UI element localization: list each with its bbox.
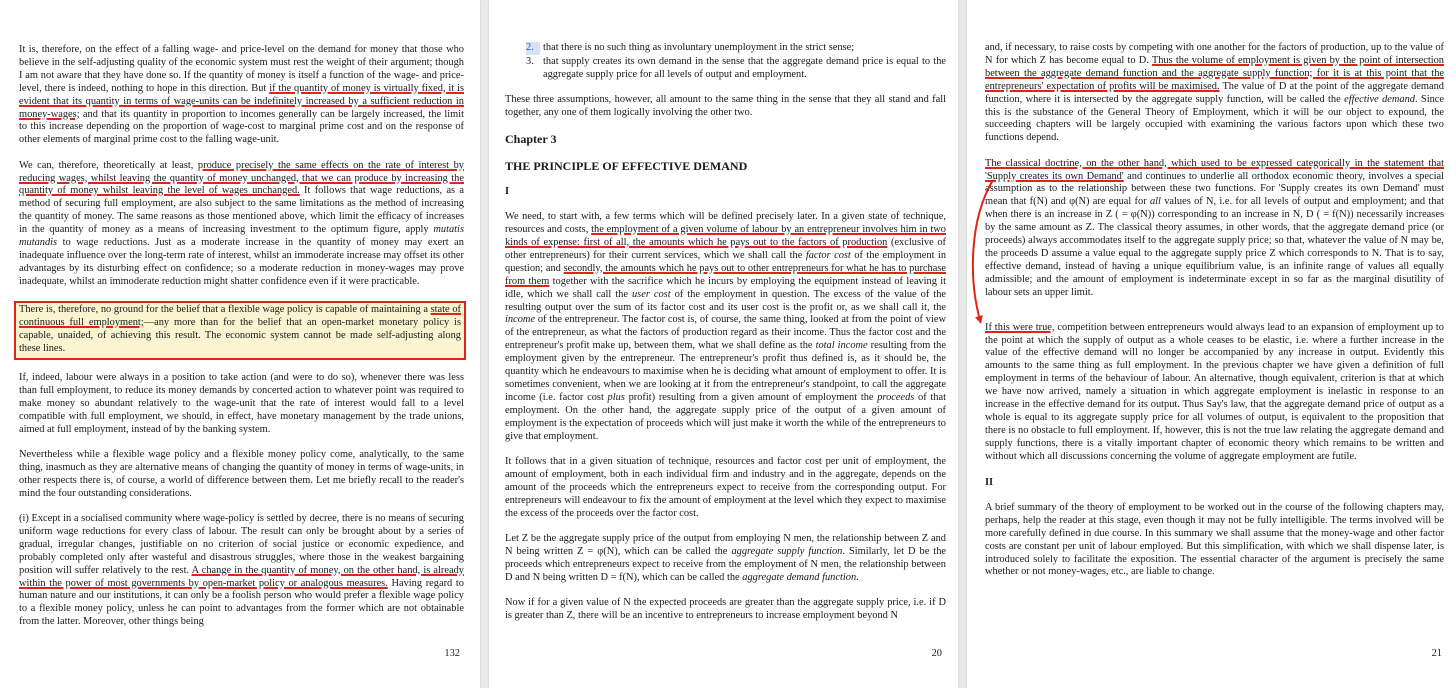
paragraph: If this were true, competition between entrepreneurs would always lead to an expansion of employment up to the point at which the supply of output as a whole ceases to be elastic, i.e. where a further increase in the value of the effective demand will no longer be accompanied by any increase in output. Evidently this amounts to the same thing as full employment. In the previous chapter we have given a definition of full employment in terms of the behaviour of labour. An alternative, though equivalent, criterion is that at which we have now arrived, namely a situation in which aggregate employment is inelastic in response to an increase in the effective demand for its output. Thus Say's law, that the aggregate demand price of output as a whole is equal to its aggregate supply price for all volumes of output, is equivalent to the proposition that there is no obstacle to full employment. If, however, this is not the true law relating the aggregate demand and supply functions, there is a vitally important chapter of economic theory which remains to be written and without which all discussions concerning the volume of aggregate employment are futile. <box>985 321 1444 462</box>
book-page-132 <box>0 0 480 688</box>
page-number: 20 <box>931 648 942 659</box>
book-page-20 <box>489 0 958 688</box>
page-number: 21 <box>1431 648 1442 659</box>
paragraph: A brief summary of the theory of employment to be worked out in the course of the following chapters may, perhaps, help the reader at this stage, even though it may not be fully intelligible. The terms involved will be more carefully defined in due course. In this summary we shall assume that the money-wage and other factor costs are constant per unit of labour employed. But this simplification, with which we shall dispense later, is introduced solely to facilitate the exposition. The essential character of the argument is precisely the same whether or not money-wages, etc., are liable to change. <box>985 501 1444 578</box>
underlined-passage: A change in the quantity of money, on the other hand, is already within the power of most governments by open-market policy or analogous measures. <box>19 564 464 589</box>
chapter-title: THE PRINCIPLE OF EFFECTIVE DEMAND <box>505 158 748 173</box>
underlined-passage: Thus the volume of employment is given by the point of intersection between the aggregate demand function and the aggregate supply function; for it is at this point that the entrepreneurs' expectation of profits will be maximised. <box>985 54 1444 92</box>
assumption-list <box>505 42 946 82</box>
underlined-passage: state of continuous full employment; <box>19 304 461 328</box>
list-item: 2. that there is no such thing as involuntary unemployment in the strict sense; <box>526 42 855 53</box>
paragraph: If, indeed, labour were always in a position to take action (and were to do so), whenever there was less than full employment, to reduce its money demands by concerted action to whatever point was required to make money so abundant relatively to the wage-unit that the rate of interest would fall to a level compatible with full employment, we should, in effect, have monetary management by the trade unions, aimed at full employment, instead of by the banking system. <box>19 372 464 435</box>
highlighted-paragraph: There is, therefore, no ground for the belief that a flexible wage policy is capable of maintaining a state of continuous full employment;—any more than for the belief that an open-market monetary policy is capable, unaided, of achieving this result. The economic system cannot be made self-adjusting along these lines. <box>14 301 466 360</box>
paragraph: We can, therefore, theoretically at least, produce precisely the same effects on the rate of interest by reducing wages, whilst leaving the quantity of money unchanged, that we can produce by increasing the quantity of money whilst leaving the level of wages unchanged. It follows that wage reductions, as a method of securing full employment, are also subject to the same limitations as the method of increasing the quantity of money. The same reasons as those mentioned above, which limit the efficacy of increases in the quantity of money as a means of increasing investment to the optimum figure, apply mutatis mutandis to wage reductions. Just as a moderate increase in the quantity of money may exert an inadequate influence over the long-term rate of interest, whilst an immoderate increase may offset its other advantages by its disturbing effect on confidence; so a moderate reduction in money-wages may prove inadequate, whilst an immoderate reduction might shatter confidence even if it were practicable. <box>19 159 465 287</box>
underlined-passage: If this were true, <box>985 321 1055 333</box>
underlined-passage: if the quantity of money is virtually fixed, it is evident that its quantity in terms of wage-units can be indefinitely increased by a sufficient reduction in money-wages; <box>19 82 464 120</box>
list-item: 3. that supply creates its own demand in the sense that the aggregate demand price is equal to the aggregate supply price for all levels of output and employment. <box>526 55 946 80</box>
paragraph: It is, therefore, on the effect of a falling wage- and price-level on the demand for money that those who believe in the self-adjusting quality of the economic system must rest the weight of their argument; though I am not aware that they have done so. If the quantity of money is itself a function of the wage- and price-level, there is indeed, nothing to hope in this direction. But if the quantity of money is virtually fixed, it is evident that its quantity in terms of wage-units can be indefinitely increased by a sufficient reduction in money-wages; and that its quantity in proportion to incomes generally can be largely increased, the limit to this increase depending on the proportion of wage-cost to marginal prime cost and on the response of other elements of marginal prime cost to the falling wage-unit. <box>19 44 464 146</box>
paragraph: It follows that in a given situation of technique, resources and factor cost per unit of employment, the amount of employment, both in each individual firm and industry and in the aggregate, depends on the amount of the proceeds which the entrepreneurs expect to receive from the corresponding output. For entrepreneurs will endeavour to fix the amount of employment at the level which they expect to maximise the excess of the proceeds over the factor cost. <box>505 455 946 519</box>
underlined-passage: The classical doctrine, on the other hand, which used to be expressed categorically in the statement that 'Supply creates its own Demand' <box>985 157 1444 182</box>
paragraph: and, if necessary, to raise costs by competing with one another for the factors of production, up to the value of N for which Z has become equal to D. Thus the volume of employment is given by the point of intersection between the aggregate demand function and the aggregate supply function; for it is at this point that the entrepreneurs' expectation of profits will be maximised. The value of D at the point of the aggregate demand function, where it is intersected by the aggregate supply function, will be called the effective demand. Since this is the substance of the General Theory of Employment, which it will be our object to expound, the succeeding chapters will be largely occupied with examining the various factors upon which these two functions depend. <box>985 42 1445 144</box>
page-number: 132 <box>444 648 460 659</box>
list-marker: 3. <box>526 55 534 67</box>
underlined-passage: produce precisely the same effects on the rate of interest by reducing wages, whilst leaving the quantity of money unchanged, that we can produce by increasing the quantity of money whilst leaving the level of wages unchanged. <box>19 159 464 197</box>
section-numeral: II <box>985 476 994 488</box>
paragraph: We need, to start with, a few terms which will be defined precisely later. In a given state of technique, resources and costs, the employment of a given volume of labour by an entrepreneur involves him in two kinds of expense: first of all, the amounts which he pays out to the factors of production (exclusive of other entrepreneurs) for their current services, which we shall call the factor cost of the employment in question; and secondly, the amounts which he pays out to other entrepreneurs for what he has to purchase from them together with the sacrifice which he incurs by employing the equipment instead of leaving it idle, which we shall call the user cost of the employment in question. The excess of the value of the resulting output over the sum of its factor cost and its user cost is the profit or, as we shall call it, the income of the entrepreneur. The factor cost is, of course, the same thing, looked at from the point of view of the entrepreneur, as what the factors of production regard as their income. Thus the factor cost and the entrepreneur's profit make up, between them, what we shall define as the total income resulting from the employment given by the entrepreneur. The entrepreneur's profit thus defined is, as it should be, the quantity which he endeavours to maximise when he is deciding what amount of employment to offer. It is sometimes convenient, when we are looking at it from the entrepreneur's standpoint, to call the aggregate income (i.e. factor cost plus profit) resulting from a given amount of employment the proceeds of that employment. On the other hand, the aggregate supply price of the output of a given amount of employment is the expectation of proceeds which will just make it worth the while of the entrepreneurs to give that employment. <box>505 211 947 442</box>
paragraph: The classical doctrine, on the other hand, which used to be expressed categorically in the statement that 'Supply creates its own Demand' and continues to underlie all orthodox economic theory, involves a special assumption as to the relationship between these two functions. For 'Supply creates its own Demand' must mean that f(N) and φ(N) are equal for all values of N, i.e. for all levels of output and employment; and that when there is an increase in Z ( = φ(N)) corresponding to an increase in N, D ( = f(N)) necessarily increases by the same amount as Z. The classical theory assumes, in other words, that the aggregate demand price (or proceeds) always accommodates itself to the aggregate supply price; so that, whatever the value of N may be, the proceeds D assume a value equal to the aggregate supply price Z which corresponds to N. That is to say, effective demand, instead of having a unique equilibrium value, is an infinite range of values all equally admissible; and the amount of employment is indeterminate except in so far as the marginal disutility of labour sets an upper limit. <box>985 157 1444 298</box>
list-marker: 2. <box>526 42 540 55</box>
paragraph: Nevertheless while a flexible wage policy and a flexible money policy come, analytically, to the same thing, inasmuch as they are alternative means of changing the quantity of money in terms of wage-units, in other respects there is, of course, a world of difference between them. Let me briefly recall to the reader's mind the four outstanding considerations. <box>19 449 464 499</box>
book-page-21 <box>967 0 1456 688</box>
paragraph: Now if for a given value of N the expected proceeds are greater than the aggregate supply price, i.e. if D is greater than Z, there will be an incentive to entrepreneurs to increase employment beyond N <box>505 596 946 621</box>
section-numeral: I <box>505 185 510 197</box>
paragraph: (i) Except in a socialised community where wage-policy is settled by decree, there is no means of securing uniform wage reductions for every class of labour. The result can only be brought about by a series of gradual, irregular changes, justifiable on no criterion of social justice or economic expedience, and probably completed only after wasteful and disastrous struggles, where those in the weakest bargaining position will suffer relatively to the rest. A change in the quantity of money, on the other hand, is already within the power of most governments by open-market policy or analogous measures. Having regard to human nature and our institutions, it can only be a foolish person who would prefer a flexible wage policy to a flexible money policy, unless he can point to advantages from the former which are not obtainable from the latter. Moreover, other things being <box>19 513 464 628</box>
paragraph: Let Z be the aggregate supply price of the output from employing N men, the relationship between Z and N being written Z = φ(N), which can be called the aggregate supply function. Similarly, let D be the proceeds which entrepreneurs expect to receive from the employment of N men, the relationship between D and N being written D = f(N), which can be called the aggregate demand function. <box>505 532 947 583</box>
paragraph: These three assumptions, however, all amount to the same thing in the sense that they all stand and fall together, any one of them logically involving the other two. <box>505 94 946 119</box>
chapter-label: Chapter 3 <box>505 131 557 146</box>
underlined-passage: the employment of a given volume of labour by an entrepreneur involves him in two kinds of expense: first of all, the amounts which he pays out to the factors of production <box>505 224 946 249</box>
underlined-passage: secondly, the amounts which he pays out to other entrepreneurs for what he has to purchase from them <box>505 262 947 287</box>
